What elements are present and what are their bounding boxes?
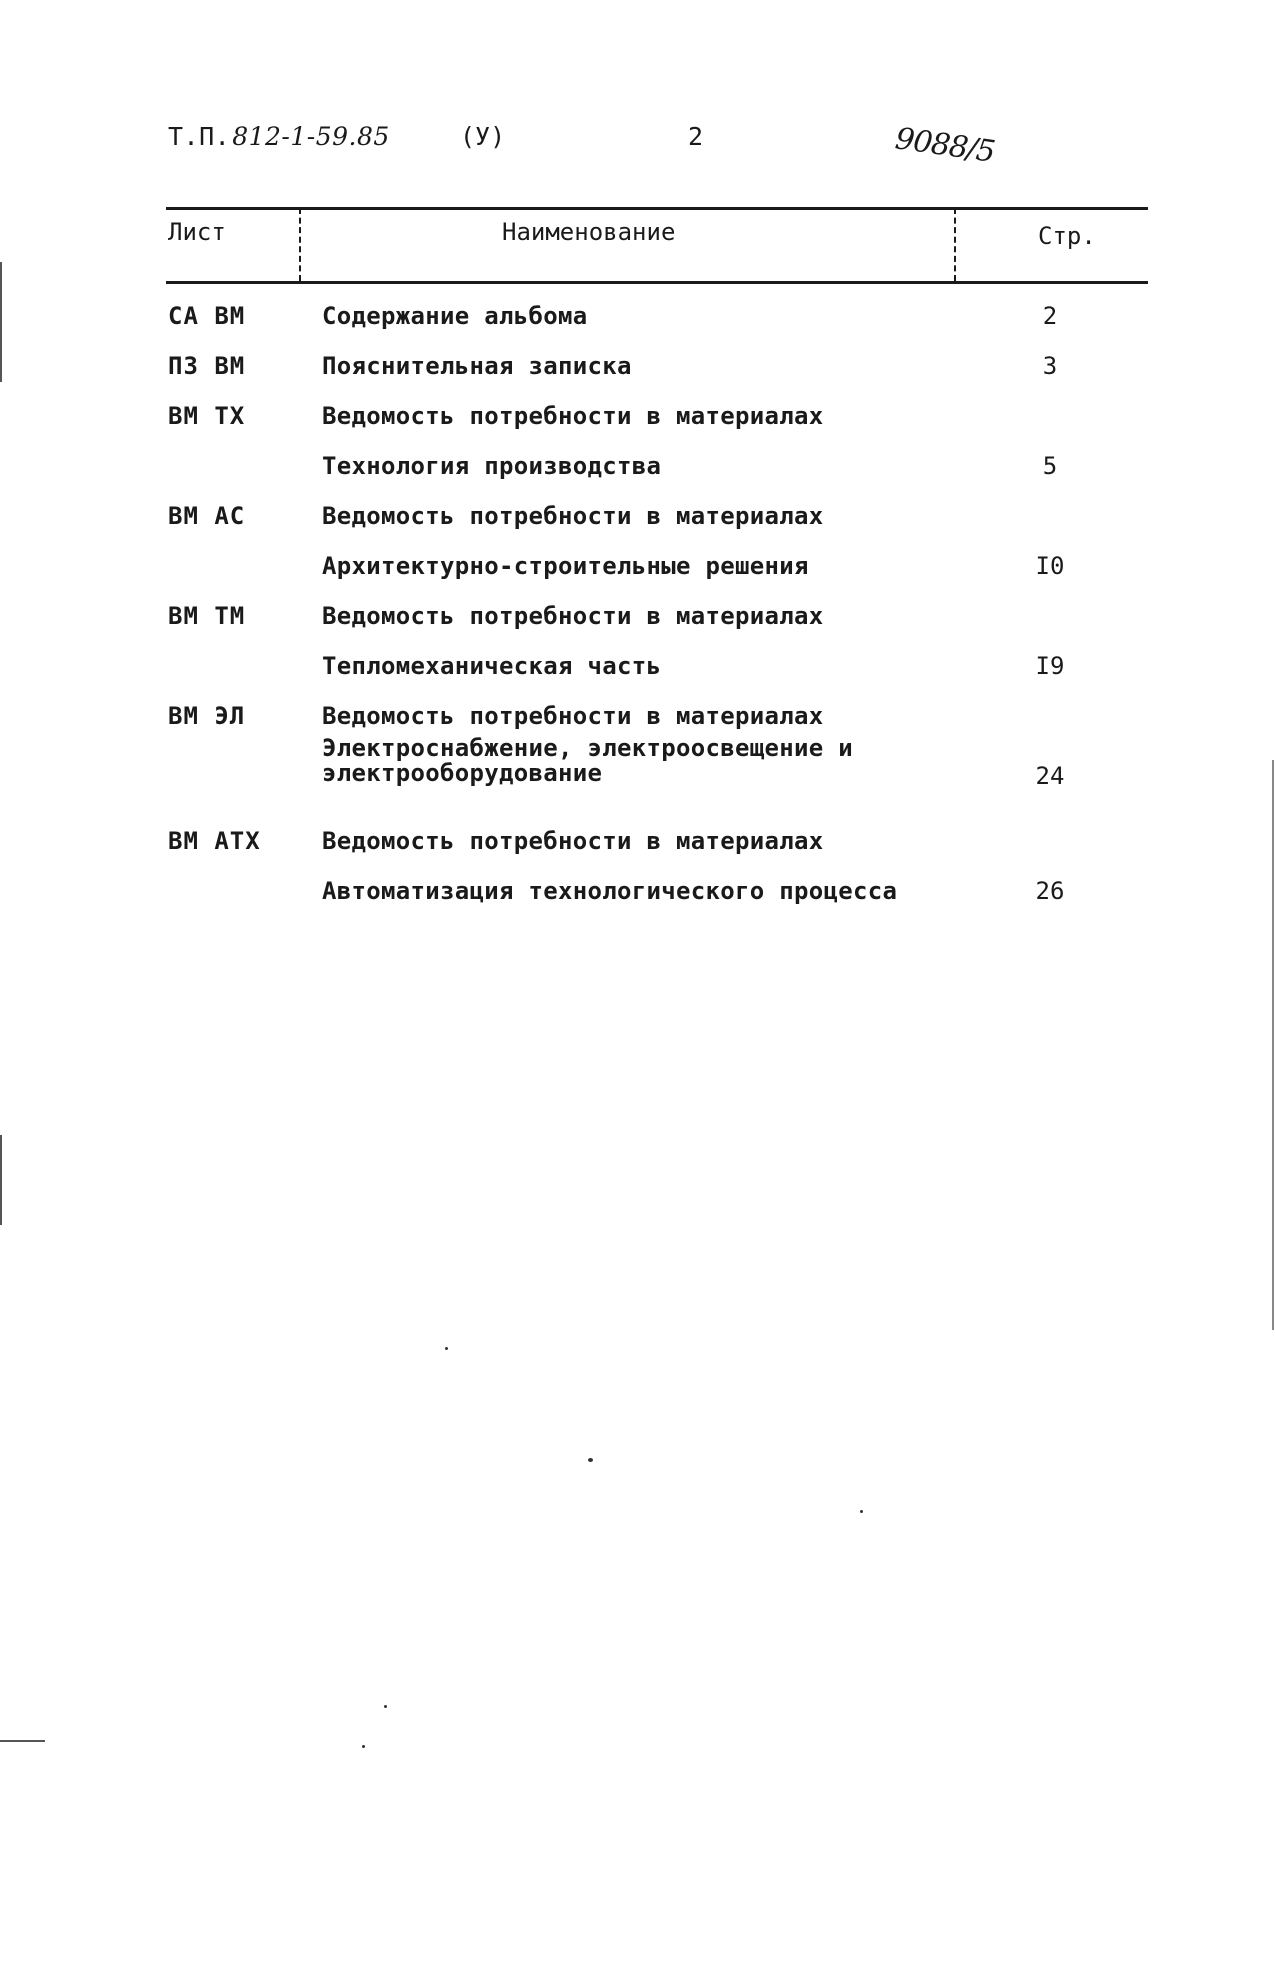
page-number: 2 (688, 122, 704, 151)
row-title: Ведомость потребности в материалах (322, 827, 824, 855)
row-title: Электроснабжение, электроосвещение и электрооборудование (322, 734, 853, 787)
row-title: Тепломеханическая часть (322, 652, 662, 680)
row-sheet-code: СА ВМ (168, 302, 246, 330)
scan-speck-3 (860, 1510, 863, 1513)
row-sheet-code: ВМ ТМ (168, 602, 246, 630)
row-title: Автоматизация технологического процесса (322, 877, 898, 905)
document-code (168, 122, 390, 151)
row-page-number: 2 (1042, 302, 1058, 330)
row-page-number: I0 (1035, 552, 1065, 580)
column-header-sheet: Лист (168, 218, 226, 246)
row-title: Ведомость потребности в материалах (322, 602, 824, 630)
scan-edge-mark-bottom (0, 1740, 45, 1742)
row-title: Содержание альбома (322, 302, 588, 330)
row-title: Ведомость потребности в материалах (322, 702, 824, 730)
row-page-number: I9 (1035, 652, 1065, 680)
scan-speck-2 (588, 1458, 593, 1462)
row-title: Архитектурно-строительные решения (322, 552, 809, 580)
row-sheet-code: ВМ АТХ (168, 827, 261, 855)
column-separator-2 (954, 208, 956, 281)
scan-edge-mark-left-top (0, 262, 2, 382)
scan-speck-5 (362, 1745, 365, 1748)
row-page-number: 24 (1035, 762, 1065, 790)
column-header-page: Стр. (1038, 222, 1096, 250)
row-sheet-code: ВМ АС (168, 502, 246, 530)
row-title: Пояснительная записка (322, 352, 632, 380)
table-top-rule (166, 207, 1148, 210)
row-title: Технология производства (322, 452, 662, 480)
row-page-number: 26 (1035, 877, 1065, 905)
handwritten-stamp: 9088/5 (893, 121, 997, 170)
row-title: Ведомость потребности в материалах (322, 402, 824, 430)
row-sheet-code: ПЗ ВМ (168, 352, 246, 380)
row-page-number: 5 (1042, 452, 1058, 480)
column-header-name: Наименование (502, 218, 676, 246)
document-code-prefix: Т.П. (168, 122, 231, 151)
scan-edge-mark-right (1272, 760, 1274, 1330)
scan-speck-4 (384, 1705, 387, 1708)
document-code-handwritten: 812-1-59.85 (232, 122, 390, 151)
row-page-number: 3 (1042, 352, 1058, 380)
scan-speck-1 (445, 1347, 448, 1350)
table-header-rule (166, 281, 1148, 284)
column-separator-1 (299, 208, 301, 281)
document-variant: (У) (460, 122, 506, 151)
row-sheet-code: ВМ ЭЛ (168, 702, 246, 730)
scan-edge-mark-left-bottom (0, 1135, 2, 1225)
row-title: Ведомость потребности в материалах (322, 502, 824, 530)
row-sheet-code: ВМ ТХ (168, 402, 246, 430)
